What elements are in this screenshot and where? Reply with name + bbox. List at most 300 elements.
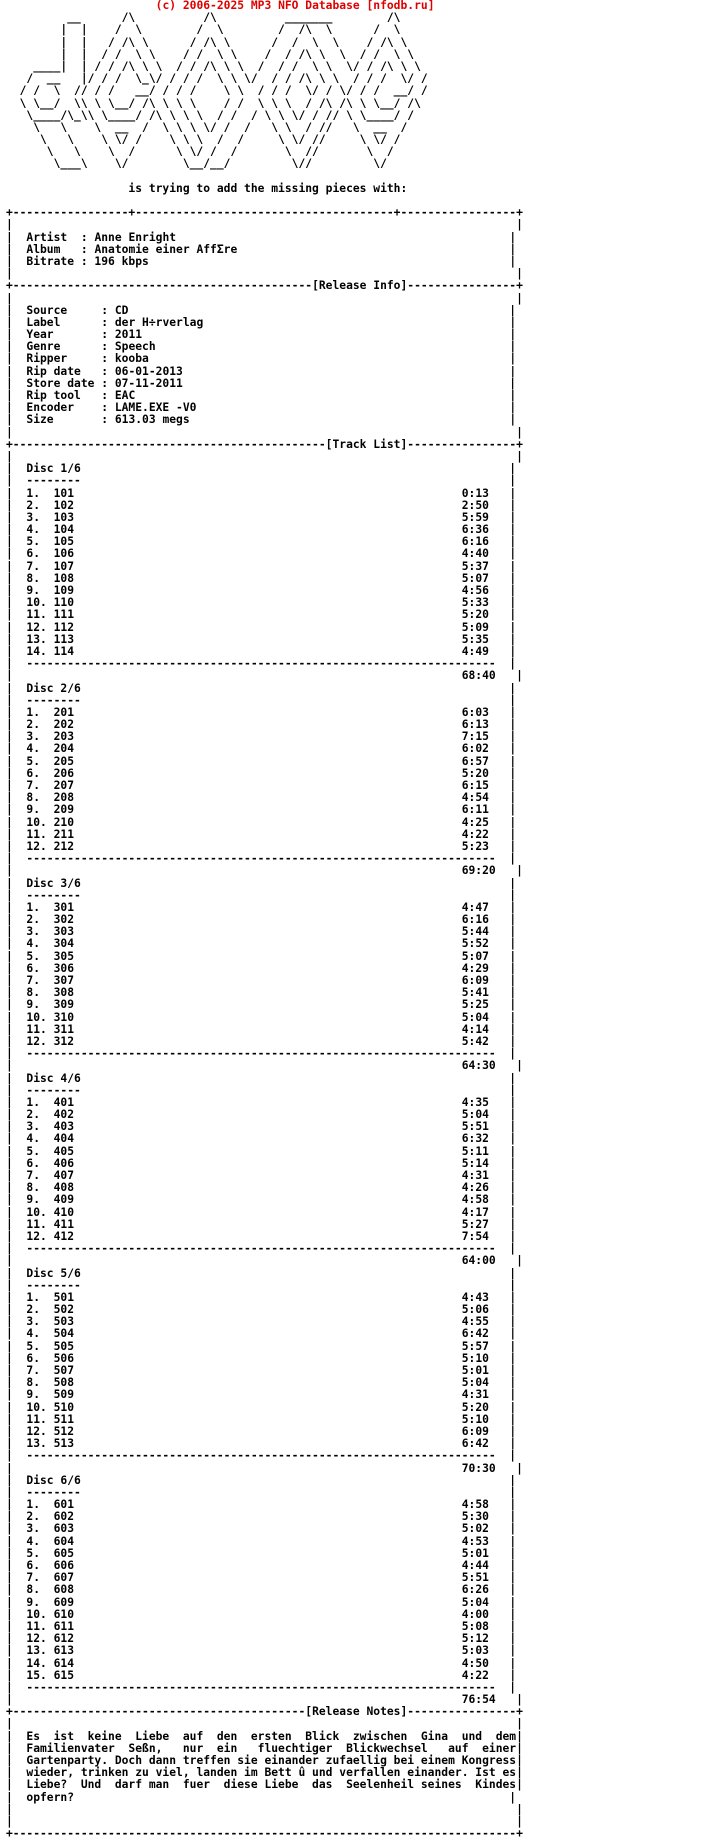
track-duration: 5:51	[461, 1571, 489, 1585]
track-row: | 2. 602 5:30 |	[6, 1510, 517, 1524]
release-info-value: 07-11-2011	[114, 376, 183, 390]
logo-art: / / \ // / / __/ / / / \ \ / / / \/ / \/ / / __/ /	[6, 84, 428, 98]
track-duration: 4:26	[461, 1181, 489, 1195]
track-row: | 2. 102 2:50 |	[6, 498, 517, 512]
track-row: | 5. 505 5:57 |	[6, 1339, 517, 1353]
track-duration: 5:04	[461, 1010, 489, 1024]
box-empty-line: | |	[6, 267, 523, 281]
disc-separator: | --------------------------------------------------------------------- |	[6, 1449, 517, 1463]
release-notes-text: Es ist keine Liebe auf den ersten Blick zwischen Gina und dem	[26, 1729, 517, 1743]
track-duration: 4:47	[461, 900, 489, 914]
track-title: 301	[53, 900, 75, 914]
track-duration: 6:03	[461, 705, 489, 719]
track-duration: 5:10	[461, 1412, 489, 1426]
logo-art: ____| | / / /\ \ \ / / /\ \ \ / / / \ \ \/ / /\ \ \	[6, 59, 421, 73]
bitrate-label: Bitrate	[26, 254, 75, 268]
track-number: 2.	[26, 1510, 41, 1524]
track-duration: 4:54	[461, 791, 489, 805]
track-row: | 7. 407 4:31 |	[6, 1169, 517, 1182]
track-title: 408	[53, 1181, 75, 1195]
track-title: 211	[53, 827, 75, 841]
logo-art: __ /\ /\ _______ /\	[6, 11, 401, 25]
track-row: | 6. 106 4:40 |	[6, 547, 517, 561]
track-number: 6.	[26, 547, 41, 561]
track-number: 8.	[26, 571, 41, 585]
track-duration: 5:04	[461, 1108, 489, 1122]
track-number: 10.	[26, 1400, 47, 1414]
track-row: | 10. 610 4:00 |	[6, 1607, 517, 1621]
track-duration: 5:37	[461, 559, 489, 573]
track-row: | 10. 310 5:04 |	[6, 1010, 517, 1024]
track-row: | 9. 509 4:31 |	[6, 1388, 517, 1402]
track-number: 5.	[26, 754, 41, 768]
track-number: 7.	[26, 1364, 41, 1377]
track-title: 103	[53, 510, 75, 524]
track-number: 6.	[26, 1156, 41, 1170]
track-number: 7.	[26, 559, 41, 573]
track-duration: 4:40	[461, 547, 489, 561]
track-row: | 10. 410 4:17 |	[6, 1205, 517, 1219]
track-row: | 3. 203 7:15 |	[6, 730, 517, 744]
track-duration: 6:36	[461, 523, 489, 537]
track-duration: 5:07	[461, 571, 489, 585]
track-title: 609	[53, 1595, 75, 1609]
track-title: 614	[53, 1656, 75, 1670]
track-number: 11.	[26, 1412, 47, 1426]
track-title: 305	[53, 949, 75, 963]
track-duration: 6:15	[461, 779, 489, 792]
track-title: 607	[53, 1571, 75, 1585]
track-duration: 5:04	[461, 1376, 489, 1390]
album-value: Anatomie einer AffΣre	[94, 242, 238, 256]
box-empty-line: | |	[6, 1717, 523, 1731]
track-number: 13.	[26, 1644, 47, 1658]
release-info-label: Year	[26, 328, 54, 342]
track-duration: 0:13	[461, 486, 489, 500]
track-row: | 8. 508 5:04 |	[6, 1376, 517, 1390]
track-row: | 4. 204 6:02 |	[6, 742, 517, 756]
track-number: 2.	[26, 1108, 41, 1122]
track-title: 114	[53, 644, 75, 658]
track-row: | 6. 406 5:14 |	[6, 1156, 517, 1170]
track-duration: 4:25	[461, 815, 489, 829]
disc-title: | Disc 3/6 |	[6, 876, 517, 890]
track-title: 206	[53, 766, 75, 780]
track-row: | 5. 105 6:16 |	[6, 535, 517, 549]
track-title: 513	[53, 1437, 75, 1451]
track-number: 12.	[26, 1034, 47, 1048]
track-number: 8.	[26, 1583, 41, 1597]
release-info-value: LAME.EXE -V0	[114, 401, 197, 415]
track-row: | 6. 606 4:44 |	[6, 1559, 517, 1572]
track-row: | 12. 412 7:54 |	[6, 1229, 517, 1243]
track-duration: 6:26	[461, 1583, 489, 1597]
track-title: 502	[53, 1303, 75, 1317]
track-number: 10.	[26, 1607, 47, 1621]
track-duration: 2:50	[461, 498, 489, 512]
track-duration: 7:15	[461, 730, 489, 744]
release-info-row: | Genre : Speech |	[6, 340, 517, 354]
track-number: 8.	[26, 791, 41, 805]
track-duration: 4:55	[461, 1315, 489, 1329]
track-duration: 5:52	[461, 937, 489, 951]
track-title: 610	[53, 1607, 75, 1621]
track-title: 507	[53, 1364, 75, 1377]
track-row: | 11. 411 5:27 |	[6, 1217, 517, 1231]
track-row: | 2. 502 5:06 |	[6, 1303, 517, 1317]
track-title: 307	[53, 974, 75, 987]
track-row: | 6. 206 5:20 |	[6, 766, 517, 780]
track-number: 9.	[26, 1193, 41, 1207]
track-row: | 12. 112 5:09 |	[6, 620, 517, 634]
track-row: | 8. 608 6:26 |	[6, 1583, 517, 1597]
disc-total-time: 69:20	[461, 864, 496, 878]
track-duration: 5:25	[461, 998, 489, 1012]
track-title: 402	[53, 1108, 75, 1122]
logo-art: \ \ \ \/ / \ \ \ / / \ \/ // \ \/ /	[6, 133, 401, 147]
release-info-label: Encoder	[26, 401, 75, 415]
box-empty-line: | |	[6, 425, 523, 439]
track-number: 4.	[26, 1132, 41, 1146]
track-row: | 1. 601 4:58 |	[6, 1498, 517, 1512]
release-notes-text: Familienvater Seßn, nur ein fluechtiger Blickwechsel auf einer	[26, 1741, 517, 1755]
track-title: 509	[53, 1388, 75, 1402]
track-title: 602	[53, 1510, 75, 1524]
track-duration: 6:32	[461, 1132, 489, 1146]
track-title: 613	[53, 1644, 75, 1658]
disc-total: | 64:30 |	[6, 1059, 523, 1073]
release-info-value: CD	[114, 303, 129, 317]
track-number: 2.	[26, 718, 41, 732]
track-number: 6.	[26, 1559, 41, 1572]
track-row: | 1. 201 6:03 |	[6, 705, 517, 719]
track-number: 3.	[26, 1315, 41, 1329]
track-row: | 2. 402 5:04 |	[6, 1108, 517, 1122]
track-title: 511	[53, 1412, 75, 1426]
track-title: 302	[53, 913, 75, 927]
track-title: 303	[53, 925, 75, 939]
track-row: | 1. 301 4:47 |	[6, 900, 517, 914]
track-row: | 14. 614 4:50 |	[6, 1656, 517, 1670]
track-row: | 9. 209 6:11 |	[6, 803, 517, 817]
track-number: 12.	[26, 1424, 47, 1438]
track-row: | 12. 212 5:23 |	[6, 839, 517, 853]
track-duration: 6:09	[461, 1424, 489, 1438]
track-row: | 9. 309 5:25 |	[6, 998, 517, 1012]
track-title: 615	[53, 1668, 75, 1682]
artist-value: Anne Enright	[94, 230, 177, 244]
track-row: | 4. 604 4:53 |	[6, 1534, 517, 1548]
release-info-value: kooba	[114, 352, 149, 366]
track-row: | 2. 302 6:16 |	[6, 913, 517, 927]
track-row: | 13. 113 5:35 |	[6, 632, 517, 646]
release-notes-text: opfern?	[26, 1790, 75, 1804]
track-duration: 4:35	[461, 1095, 489, 1109]
logo-art: | | / \ / \ / /\ \ / \	[6, 23, 401, 37]
track-duration: 6:16	[461, 535, 489, 549]
track-title: 403	[53, 1120, 75, 1134]
track-row: | 6. 306 4:29 |	[6, 961, 517, 975]
track-row: | 12. 312 5:42 |	[6, 1034, 517, 1048]
track-duration: 5:51	[461, 1120, 489, 1134]
release-info-value: 06-01-2013	[114, 364, 183, 378]
track-row: | 7. 607 5:51 |	[6, 1571, 517, 1585]
logo-art: | | / /\ \ / /\ \ / / \ \ / /\ \	[6, 35, 408, 49]
track-number: 10.	[26, 1010, 47, 1024]
release-notes-text: Liebe? Und darf man fuer diese Liebe das Seelenheil seines Kindes	[26, 1778, 517, 1792]
track-row: | 3. 603 5:02 |	[6, 1522, 517, 1536]
track-number: 7.	[26, 1571, 41, 1585]
track-title: 210	[53, 815, 75, 829]
disc-title-underline: | -------- |	[6, 1083, 517, 1097]
track-number: 1.	[26, 705, 41, 719]
track-row: | 5. 205 6:57 |	[6, 754, 517, 768]
disc-title: | Disc 1/6 |	[6, 462, 517, 476]
disc-title-text: Disc 6/6	[26, 1473, 81, 1487]
track-duration: 5:07	[461, 949, 489, 963]
track-number: 14.	[26, 644, 47, 658]
track-row: | 6. 506 5:10 |	[6, 1351, 517, 1365]
release-notes-text: wieder, trinken zu viel, landen im Bett û und verfallen einander. Ist es	[26, 1766, 517, 1780]
disc-separator: | --------------------------------------------------------------------- |	[6, 852, 517, 866]
track-duration: 5:12	[461, 1632, 489, 1646]
track-title: 508	[53, 1376, 75, 1390]
track-number: 7.	[26, 1169, 41, 1182]
track-duration: 6:42	[461, 1437, 489, 1451]
track-title: 104	[53, 523, 75, 537]
disc-separator: | --------------------------------------------------------------------- |	[6, 1242, 517, 1256]
track-title: 310	[53, 1010, 75, 1024]
track-row: | 8. 108 5:07 |	[6, 571, 517, 585]
track-duration: 6:42	[461, 1327, 489, 1341]
track-number: 4.	[26, 523, 41, 537]
track-title: 409	[53, 1193, 75, 1207]
track-row: | 12. 512 6:09 |	[6, 1424, 517, 1438]
disc-total-time: 64:30	[461, 1059, 496, 1073]
track-number: 12.	[26, 620, 47, 634]
logo-line	[6, 158, 712, 170]
track-number: 6.	[26, 766, 41, 780]
track-duration: 5:02	[461, 1522, 489, 1536]
track-duration: 4:00	[461, 1607, 489, 1621]
track-row: | 3. 503 4:55 |	[6, 1315, 517, 1329]
track-row: | 5. 405 5:11 |	[6, 1144, 517, 1158]
track-row: | 13. 513 6:42 |	[6, 1437, 517, 1451]
track-row: | 13. 613 5:03 |	[6, 1644, 517, 1658]
track-number: 5.	[26, 1546, 41, 1560]
track-number: 11.	[26, 827, 47, 841]
disc-total: | 64:00 |	[6, 1254, 523, 1268]
disc-title-text: Disc 4/6	[26, 1071, 81, 1085]
track-row: | 11. 511 5:10 |	[6, 1412, 517, 1426]
release-info-row: | Size : 613.03 megs |	[6, 413, 517, 427]
release-info-row: | Source : CD |	[6, 303, 517, 317]
track-duration: 4:43	[461, 1290, 489, 1304]
track-row: | 1. 501 4:43 |	[6, 1290, 517, 1304]
track-number: 11.	[26, 1022, 47, 1036]
album-label: Album	[26, 242, 61, 256]
disc-title: | Disc 6/6 |	[6, 1473, 517, 1487]
track-title: 111	[53, 608, 75, 622]
track-duration: 5:44	[461, 925, 489, 939]
track-number: 7.	[26, 779, 41, 792]
track-title: 105	[53, 535, 75, 549]
release-info-label: Rip tool	[26, 389, 81, 402]
track-title: 503	[53, 1315, 75, 1329]
disc-title-underline: | -------- |	[6, 693, 517, 707]
track-row: | 11. 311 4:14 |	[6, 1022, 517, 1036]
track-title: 202	[53, 718, 75, 732]
track-number: 15.	[26, 1668, 47, 1682]
track-row: | 4. 504 6:42 |	[6, 1327, 517, 1341]
credit-text: (c) 2006-2025 MP3 NFO Database [nfodb.ru]	[155, 0, 435, 12]
track-row: | 5. 605 5:01 |	[6, 1546, 517, 1560]
track-duration: 5:14	[461, 1156, 489, 1170]
disc-total-time: 76:54	[461, 1693, 496, 1707]
track-title: 604	[53, 1534, 75, 1548]
disc-total-time: 68:40	[461, 669, 496, 683]
track-row: | 4. 104 6:36 |	[6, 523, 517, 537]
release-info-label: Label	[26, 315, 61, 329]
track-duration: 5:09	[461, 620, 489, 634]
disc-separator: | --------------------------------------------------------------------- |	[6, 1680, 517, 1694]
release-info-row: | Encoder : LAME.EXE -V0 |	[6, 401, 517, 415]
release-info-value: der H÷rverlag	[114, 315, 204, 329]
info-artist: | Artist : Anne Enright |	[6, 230, 517, 244]
release-notes-text: Gartenparty. Doch dann treffen sie einander zufaellig bei einem Kongress	[26, 1754, 517, 1767]
track-row: | 14. 114 4:49 |	[6, 644, 517, 658]
track-number: 2.	[26, 1303, 41, 1317]
track-duration: 4:31	[461, 1169, 489, 1182]
box-empty-line: | |	[6, 1802, 523, 1816]
disc-title-underline: | -------- |	[6, 1278, 517, 1292]
track-row: | 7. 307 6:09 |	[6, 974, 517, 987]
track-duration: 5:08	[461, 1619, 489, 1633]
tagline	[6, 183, 712, 195]
track-title: 208	[53, 791, 75, 805]
disc-title: | Disc 4/6 |	[6, 1071, 517, 1085]
info-bitrate: | Bitrate : 196 kbps |	[6, 254, 517, 268]
track-title: 101	[53, 486, 75, 500]
track-number: 1.	[26, 900, 41, 914]
track-duration: 7:54	[461, 1229, 489, 1243]
track-number: 7.	[26, 974, 41, 987]
track-number: 3.	[26, 510, 41, 524]
track-number: 2.	[26, 913, 41, 927]
release-notes-header: +-------------------------------------------[Release Notes]----------------+	[6, 1705, 523, 1719]
track-number: 4.	[26, 1327, 41, 1341]
track-number: 14.	[26, 1656, 47, 1670]
track-number: 8.	[26, 1181, 41, 1195]
track-title: 411	[53, 1217, 75, 1231]
track-number: 8.	[26, 986, 41, 1000]
track-title: 412	[53, 1229, 75, 1243]
release-notes-line: | Gartenparty. Doch dann treffen sie einander zufaellig bei einem Kongress|	[6, 1754, 523, 1767]
track-number: 4.	[26, 1534, 41, 1548]
release-notes-header-title: [Release Notes]	[305, 1705, 408, 1719]
track-title: 312	[53, 1034, 75, 1048]
track-title: 207	[53, 779, 75, 792]
release-info-header: +--------------------------------------------[Release Info]----------------+	[6, 279, 523, 293]
track-title: 405	[53, 1144, 75, 1158]
track-row: | 7. 107 5:37 |	[6, 559, 517, 573]
track-duration: 5:23	[461, 839, 489, 853]
disc-separator: | --------------------------------------------------------------------- |	[6, 657, 517, 671]
track-number: 1.	[26, 486, 41, 500]
track-row: | 15. 615 4:22 |	[6, 1668, 517, 1682]
disc-title-text: Disc 2/6	[26, 681, 81, 695]
disc-total: | 76:54 |	[6, 1693, 523, 1707]
disc-total-time: 70:30	[461, 1461, 496, 1475]
track-number: 4.	[26, 937, 41, 951]
track-title: 102	[53, 498, 75, 512]
track-title: 410	[53, 1205, 75, 1219]
release-info-value: Speech	[114, 340, 156, 354]
track-duration: 5:33	[461, 596, 489, 610]
track-title: 504	[53, 1327, 75, 1341]
disc-title: | Disc 5/6 |	[6, 1266, 517, 1280]
track-row: | 9. 409 4:58 |	[6, 1193, 517, 1207]
track-duration: 5:59	[461, 510, 489, 524]
track-row: | 12. 612 5:12 |	[6, 1632, 517, 1646]
disc-title-underline: | -------- |	[6, 474, 517, 488]
track-duration: 6:16	[461, 913, 489, 927]
release-info-header-title: [Release Info]	[312, 279, 408, 293]
track-number: 3.	[26, 730, 41, 744]
track-number: 12.	[26, 1632, 47, 1646]
track-title: 306	[53, 961, 75, 975]
track-title: 603	[53, 1522, 75, 1536]
track-title: 612	[53, 1632, 75, 1646]
track-row: | 10. 210 4:25 |	[6, 815, 517, 829]
track-title: 606	[53, 1559, 75, 1572]
disc-total-time: 64:00	[461, 1254, 496, 1268]
track-title: 512	[53, 1424, 75, 1438]
track-number: 3.	[26, 925, 41, 939]
release-info-value: EAC	[114, 389, 136, 402]
track-duration: 4:50	[461, 1656, 489, 1670]
track-row: | 11. 111 5:20 |	[6, 608, 517, 622]
track-duration: 4:17	[461, 1205, 489, 1219]
track-row: | 9. 109 4:56 |	[6, 584, 517, 597]
track-row: | 2. 202 6:13 |	[6, 718, 517, 732]
logo-art: \ \ \ / \ \/ / / \ // \ /	[6, 145, 394, 159]
box-top-border: +-----------------+--------------------------------------+-----------------+	[6, 206, 523, 220]
disc-separator: | --------------------------------------------------------------------- |	[6, 1047, 517, 1061]
track-duration: 6:13	[461, 718, 489, 732]
disc-title-text: Disc 1/6	[26, 462, 81, 476]
release-info-label: Rip date	[26, 364, 81, 378]
release-info-row: | Year : 2011 |	[6, 328, 517, 342]
track-duration: 5:01	[461, 1364, 489, 1377]
track-title: 113	[53, 632, 75, 646]
track-title: 505	[53, 1339, 75, 1353]
track-number: 9.	[26, 1388, 41, 1402]
track-duration: 6:57	[461, 754, 489, 768]
track-title: 510	[53, 1400, 75, 1414]
track-row: | 3. 303 5:44 |	[6, 925, 517, 939]
tagline-text: is trying to add the missing pieces with:	[6, 181, 408, 195]
disc-title-text: Disc 5/6	[26, 1266, 81, 1280]
track-duration: 4:58	[461, 1193, 489, 1207]
track-number: 5.	[26, 1144, 41, 1158]
track-duration: 6:11	[461, 803, 489, 817]
logo-art: \ \ \ __ / \ \ \ \/ / / \ \ / // \ __ /	[6, 120, 408, 134]
track-duration: 4:44	[461, 1559, 489, 1572]
track-title: 110	[53, 596, 75, 610]
track-title: 601	[53, 1498, 75, 1512]
track-row: | 4. 304 5:52 |	[6, 937, 517, 951]
